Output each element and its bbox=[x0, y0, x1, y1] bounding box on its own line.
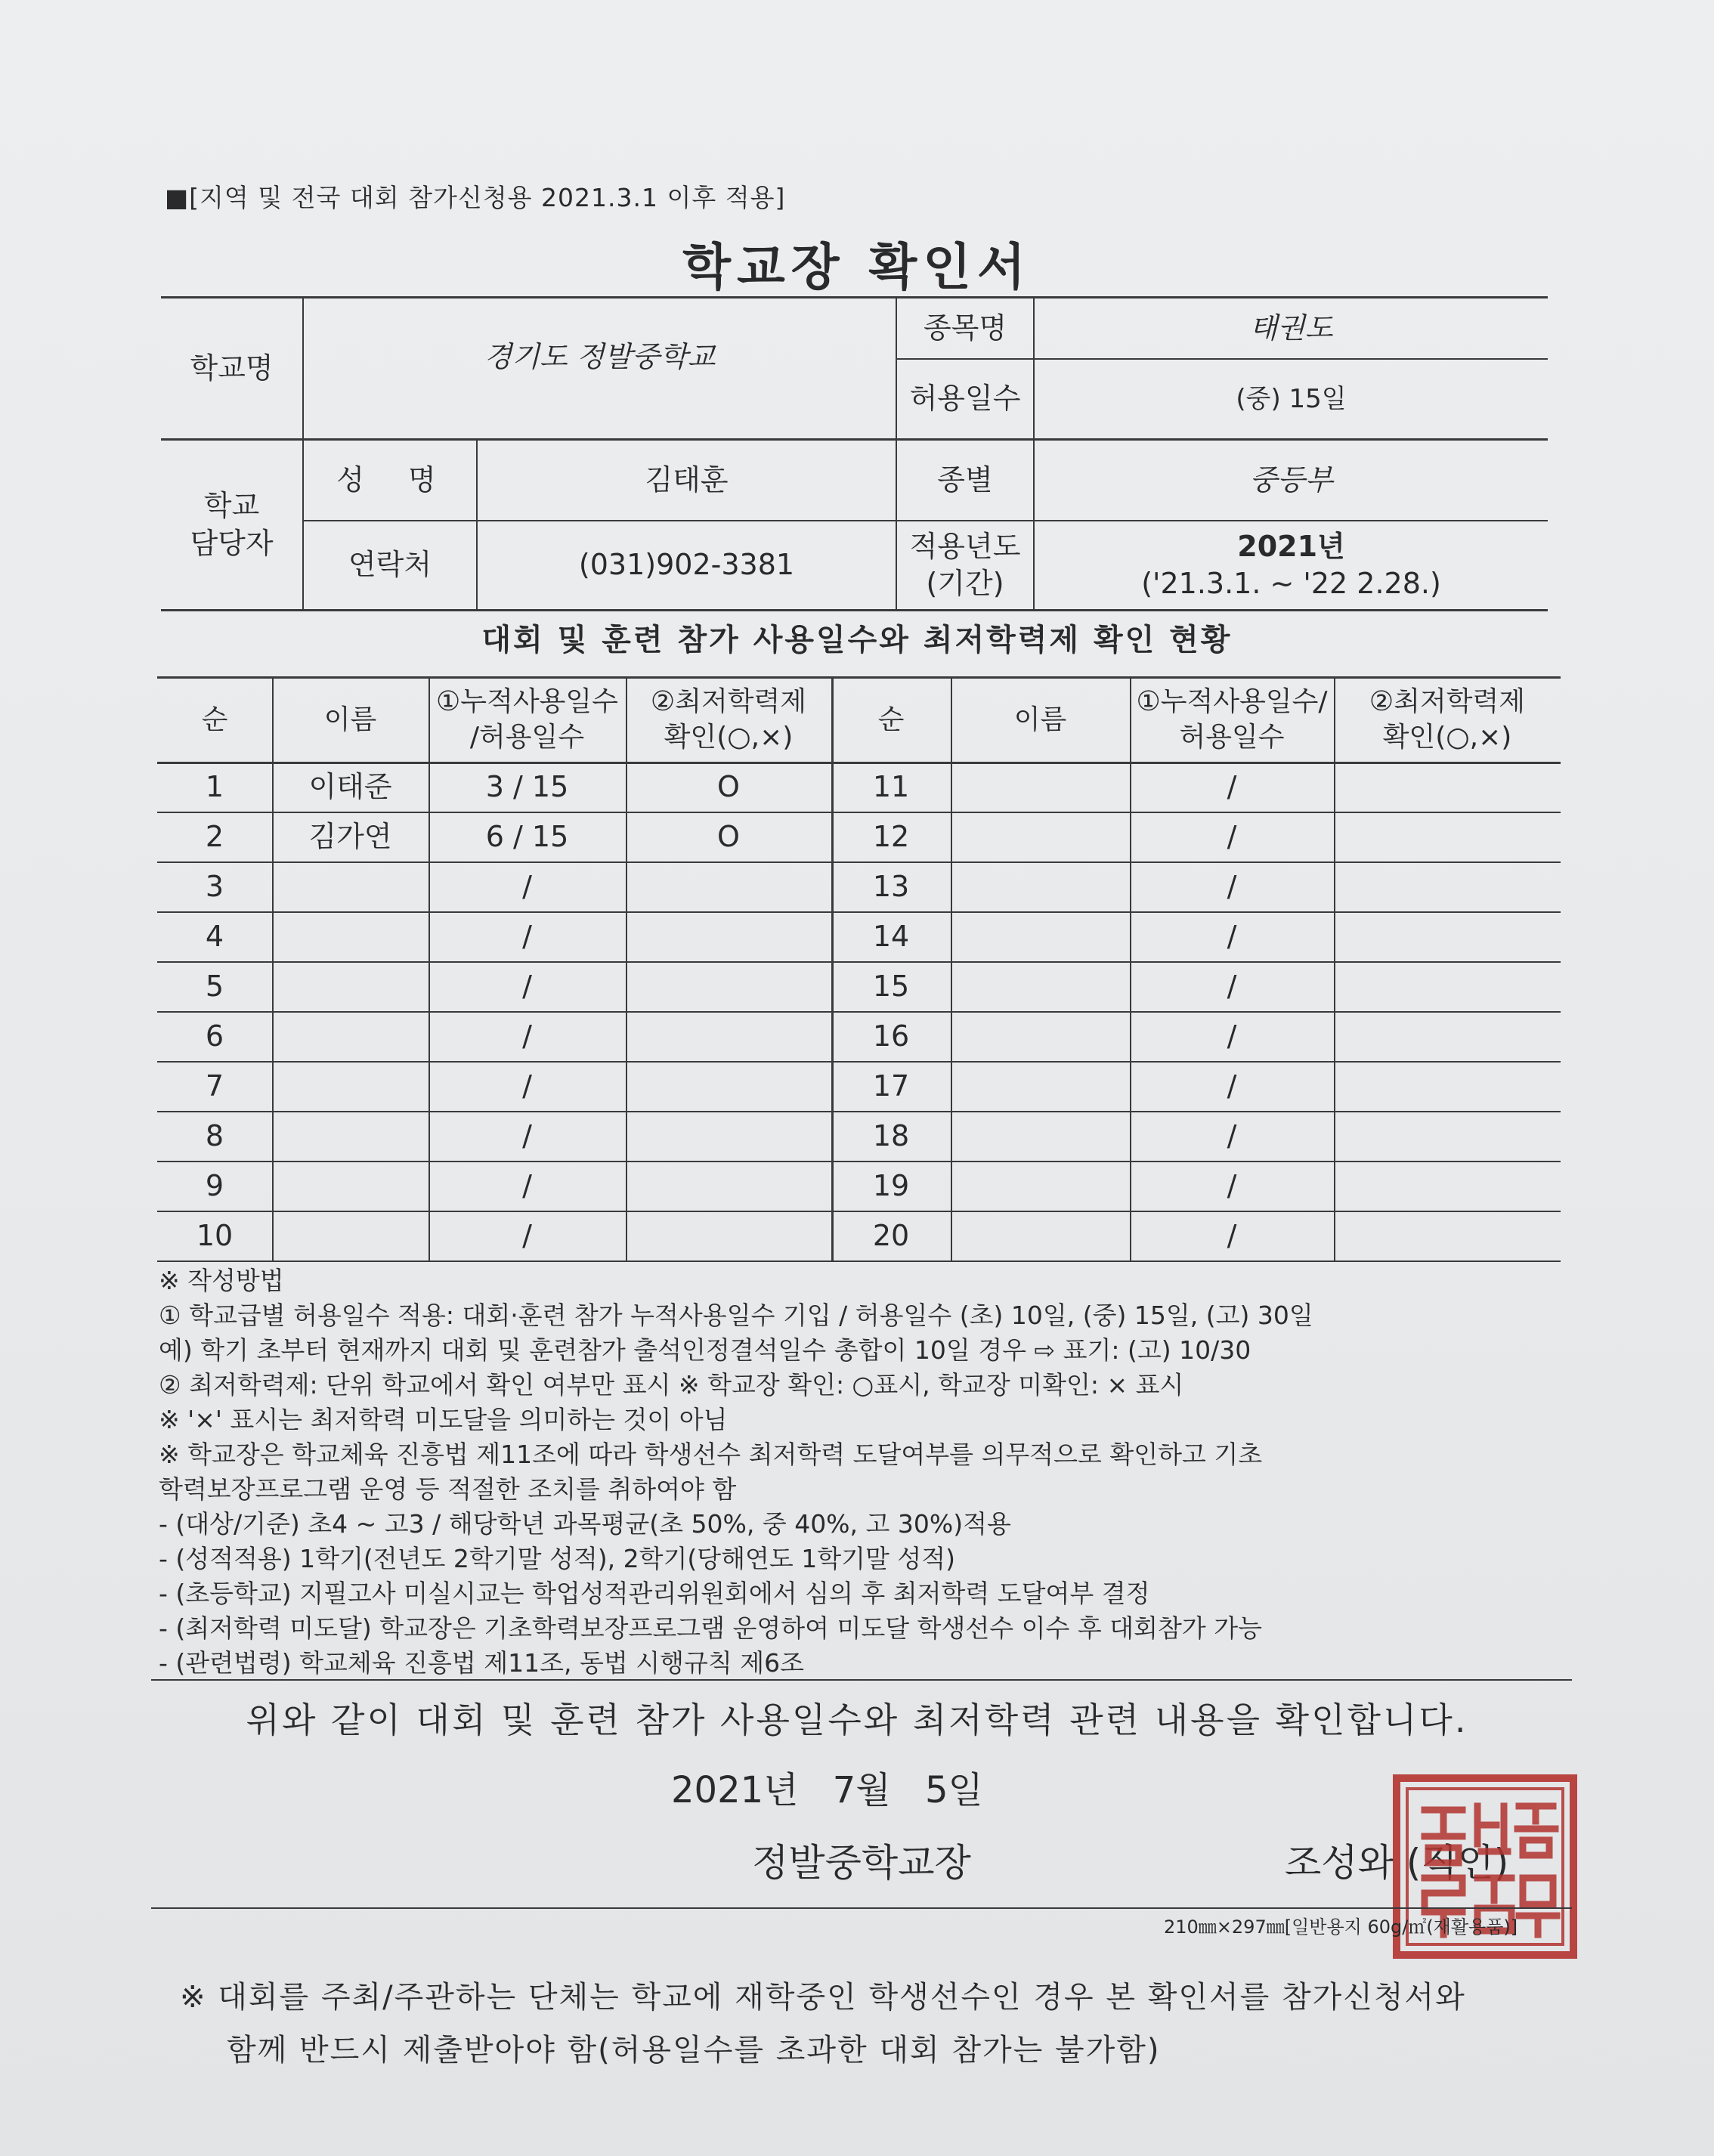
row-number: 15 bbox=[872, 970, 910, 1004]
student-name bbox=[951, 1112, 1130, 1161]
student-name bbox=[272, 1063, 428, 1111]
student-name bbox=[272, 1162, 428, 1211]
allowed-days-value: (중) 15일 bbox=[1236, 383, 1347, 414]
used-days: 3 / 15 bbox=[485, 770, 569, 804]
academic-check bbox=[626, 1212, 831, 1261]
student-name bbox=[951, 1063, 1130, 1111]
used-days: / bbox=[522, 970, 532, 1004]
row-number: 9 bbox=[205, 1169, 224, 1203]
header-no bbox=[831, 679, 951, 762]
instructions bbox=[159, 1264, 1572, 1681]
used-days: / bbox=[522, 1019, 532, 1053]
used-days: / bbox=[1227, 820, 1237, 854]
academic-check bbox=[626, 1013, 831, 1061]
header-text: 확인(○,×) bbox=[1382, 722, 1512, 753]
row-number: 11 bbox=[872, 770, 910, 804]
name-value: 김태훈 bbox=[645, 462, 729, 496]
note-line: - (대상/기준) 초4 ~ 고3 / 해당학년 과목평균(초 50%, 중 40%, 고 30%)적용 bbox=[159, 1509, 1011, 1539]
student-name bbox=[951, 1212, 1130, 1261]
manager-label-line-1: 학교 bbox=[203, 489, 260, 523]
issue-date: 2021년 7월 5일 bbox=[671, 1769, 983, 1811]
academic-check bbox=[1334, 763, 1561, 812]
note-line: ② 최저학력제: 단위 학교에서 확인 여부만 표시 ※ 학교장 확인: ○표시, 학교장 미확인: × 표시 bbox=[159, 1370, 1184, 1400]
academic-check bbox=[626, 1112, 831, 1161]
header-text: 확인(○,×) bbox=[664, 722, 794, 753]
academic-check: O bbox=[717, 820, 740, 854]
event-label: 종목명 bbox=[923, 311, 1007, 345]
row-number: 4 bbox=[205, 920, 224, 954]
table-row-line bbox=[157, 1261, 1561, 1262]
note-line: 예) 학기 초부터 현재까지 대회 및 훈련참가 출석인정결석일수 총합이 10일 경우 ⇨ 표기: (고) 10/30 bbox=[159, 1335, 1251, 1365]
paper-spec: 210㎜×297㎜[일반용지 60g/㎡(재활용품)] bbox=[1164, 1916, 1518, 1938]
note-line: 학력보장프로그램 운영 등 적절한 조치를 취하여야 함 bbox=[159, 1474, 737, 1504]
academic-check bbox=[1334, 1212, 1561, 1261]
row-number: 19 bbox=[872, 1169, 910, 1203]
note-line: ※ 작성방법 bbox=[159, 1266, 284, 1295]
academic-check bbox=[626, 863, 831, 911]
student-name bbox=[272, 1112, 428, 1161]
bottom-note-line-2: 함께 반드시 제출받아야 함(허용일수를 초과한 대회 참가는 불가함) bbox=[227, 2033, 1161, 2068]
row-number: 2 bbox=[205, 820, 224, 854]
academic-check bbox=[1334, 1112, 1561, 1161]
row-number: 10 bbox=[196, 1219, 234, 1253]
academic-check bbox=[1334, 863, 1561, 911]
row-number: 12 bbox=[872, 820, 910, 854]
header-days bbox=[428, 679, 626, 762]
used-days: / bbox=[1227, 870, 1237, 904]
note-line: - (관련법령) 학교체육 진흥법 제11조, 동법 시행규칙 제6조 bbox=[159, 1648, 804, 1678]
academic-check bbox=[626, 963, 831, 1011]
principal-name: 조성와 (직인) bbox=[1285, 1841, 1509, 1885]
academic-check bbox=[1334, 913, 1561, 961]
confirmation-text: 위와 같이 대회 및 훈련 참가 사용일수와 최저학력 관련 내용을 확인합니다. bbox=[246, 1700, 1468, 1740]
used-days: / bbox=[522, 1169, 532, 1203]
category-value: 중등부 bbox=[1249, 462, 1333, 496]
used-days: / bbox=[1227, 920, 1237, 954]
academic-check bbox=[626, 1063, 831, 1111]
year-value bbox=[1035, 521, 1548, 609]
student-name bbox=[272, 1212, 428, 1261]
student-name bbox=[951, 1162, 1130, 1211]
row-number: 17 bbox=[872, 1069, 910, 1103]
confirm-divider bbox=[151, 1679, 1572, 1681]
header-text: ①누적사용일수/ bbox=[1136, 686, 1328, 718]
used-days: / bbox=[1227, 770, 1237, 804]
header-name bbox=[951, 679, 1130, 762]
name-label: 성 명 bbox=[336, 462, 444, 496]
header-text: 허용일수 bbox=[1179, 722, 1285, 753]
note-line: ① 학교급별 허용일수 적용: 대회·훈련 참가 누적사용일수 기입 / 허용일수 (초) 10일, (중) 15일, (고) 30일 bbox=[159, 1301, 1313, 1330]
row-number: 8 bbox=[205, 1119, 224, 1153]
row-number: 16 bbox=[872, 1019, 910, 1053]
header-no bbox=[157, 679, 272, 762]
year-label-line-1: 적용년도 bbox=[909, 529, 1021, 563]
used-days: / bbox=[1227, 1169, 1237, 1203]
student-name bbox=[951, 1013, 1130, 1061]
row-number: 5 bbox=[205, 970, 224, 1004]
student-name bbox=[951, 763, 1130, 812]
footer-divider bbox=[151, 1907, 1572, 1909]
row-number: 6 bbox=[205, 1019, 224, 1053]
used-days: / bbox=[522, 920, 532, 954]
contact-label: 연락처 bbox=[348, 548, 432, 582]
academic-check bbox=[1334, 1162, 1561, 1211]
used-days: / bbox=[522, 1069, 532, 1103]
category-label: 종별 bbox=[937, 462, 993, 496]
principal-school: 정발중학교장 bbox=[752, 1841, 971, 1885]
header-name bbox=[272, 679, 428, 762]
student-name: 김가연 bbox=[308, 820, 392, 854]
header-text: /허용일수 bbox=[469, 722, 585, 753]
student-name bbox=[951, 863, 1130, 911]
row-number: 1 bbox=[205, 770, 224, 804]
header-text: ②최저학력제 bbox=[1369, 686, 1526, 718]
row-number: 13 bbox=[872, 870, 910, 904]
used-days: 6 / 15 bbox=[485, 820, 569, 854]
academic-check bbox=[1334, 963, 1561, 1011]
header-text: 순 bbox=[201, 704, 228, 735]
header-text: ①누적사용일수 bbox=[436, 686, 618, 718]
academic-check: O bbox=[717, 770, 740, 804]
bottom-note bbox=[180, 1971, 1466, 2077]
year-label bbox=[897, 521, 1033, 609]
used-days: / bbox=[522, 870, 532, 904]
bottom-note-line-1: ※ 대회를 주최/주관하는 단체는 학교에 재학중인 학생선수인 경우 본 확인서를 참가신청서와 bbox=[180, 1980, 1466, 2015]
academic-check bbox=[626, 913, 831, 961]
allowed-days-label: 허용일수 bbox=[909, 382, 1021, 416]
note-line: ※ 학교장은 학교체육 진흥법 제11조에 따라 학생선수 최저학력 도달여부를 의무적으로 확인하고 기초 bbox=[159, 1440, 1263, 1469]
note-line: - (성적적용) 1학기(전년도 2학기말 성적), 2학기(당해연도 1학기말 성적) bbox=[159, 1544, 956, 1573]
document-title: 학교장 확인서 bbox=[682, 238, 1032, 296]
student-name bbox=[272, 963, 428, 1011]
student-name bbox=[272, 1013, 428, 1061]
student-name bbox=[272, 913, 428, 961]
year-value-line-2: ('21.3.1. ~ '22 2.28.) bbox=[1141, 567, 1441, 600]
header-text: ②최저학력제 bbox=[650, 686, 807, 718]
header-text: 이름 bbox=[1013, 704, 1067, 735]
note-line: - (최저학력 미도달) 학교장은 기초학력보장프로그램 운영하여 미도달 학생선수 이수 후 대회참가 가능 bbox=[159, 1613, 1263, 1643]
note-line: - (초등학교) 지필고사 미실시교는 학업성적관리위원회에서 심의 후 최저학력 도달여부 결정 bbox=[159, 1579, 1150, 1608]
used-days: / bbox=[1227, 970, 1237, 1004]
row-number: 18 bbox=[872, 1119, 910, 1153]
used-days: / bbox=[522, 1119, 532, 1153]
used-days: / bbox=[1227, 1119, 1237, 1153]
contact-value: (031)902-3381 bbox=[578, 548, 795, 582]
academic-check bbox=[1334, 1063, 1561, 1111]
year-label-line-2: (기간) bbox=[926, 567, 1004, 600]
student-name bbox=[951, 963, 1130, 1011]
used-days: / bbox=[1227, 1019, 1237, 1053]
student-name bbox=[951, 813, 1130, 861]
student-name bbox=[272, 863, 428, 911]
header-text: 순 bbox=[877, 704, 905, 735]
academic-check bbox=[1334, 813, 1561, 861]
used-days: / bbox=[522, 1219, 532, 1253]
year-value-line-1: 2021년 bbox=[1237, 529, 1345, 563]
header-text: 이름 bbox=[323, 704, 377, 735]
header-acad bbox=[1334, 679, 1561, 762]
header-acad bbox=[626, 679, 831, 762]
row-number: 3 bbox=[205, 870, 224, 904]
row-number: 20 bbox=[872, 1219, 910, 1253]
manager-label-line-2: 담당자 bbox=[190, 526, 274, 560]
student-name: 이태준 bbox=[308, 770, 392, 804]
academic-check bbox=[626, 1162, 831, 1211]
note-line: ※ '×' 표시는 최저학력 미도달을 의미하는 것이 아님 bbox=[159, 1405, 728, 1434]
section-title: 대회 및 훈련 참가 사용일수와 최저학력제 확인 현황 bbox=[481, 623, 1233, 657]
info-bottom-border bbox=[161, 609, 1548, 611]
student-name bbox=[951, 913, 1130, 961]
school-value: 경기도 정발중학교 bbox=[484, 339, 716, 373]
row-number: 7 bbox=[205, 1069, 224, 1103]
academic-check bbox=[1334, 1013, 1561, 1061]
header-note: ■[지역 및 전국 대회 참가신청용 2021.3.1 이후 적용] bbox=[165, 183, 786, 212]
event-value: 태권도 bbox=[1249, 311, 1333, 345]
used-days: / bbox=[1227, 1069, 1237, 1103]
school-label: 학교명 bbox=[190, 351, 274, 385]
row-number: 14 bbox=[872, 920, 910, 954]
header-days bbox=[1130, 679, 1334, 762]
manager-label bbox=[161, 441, 302, 609]
used-days: / bbox=[1227, 1219, 1237, 1253]
